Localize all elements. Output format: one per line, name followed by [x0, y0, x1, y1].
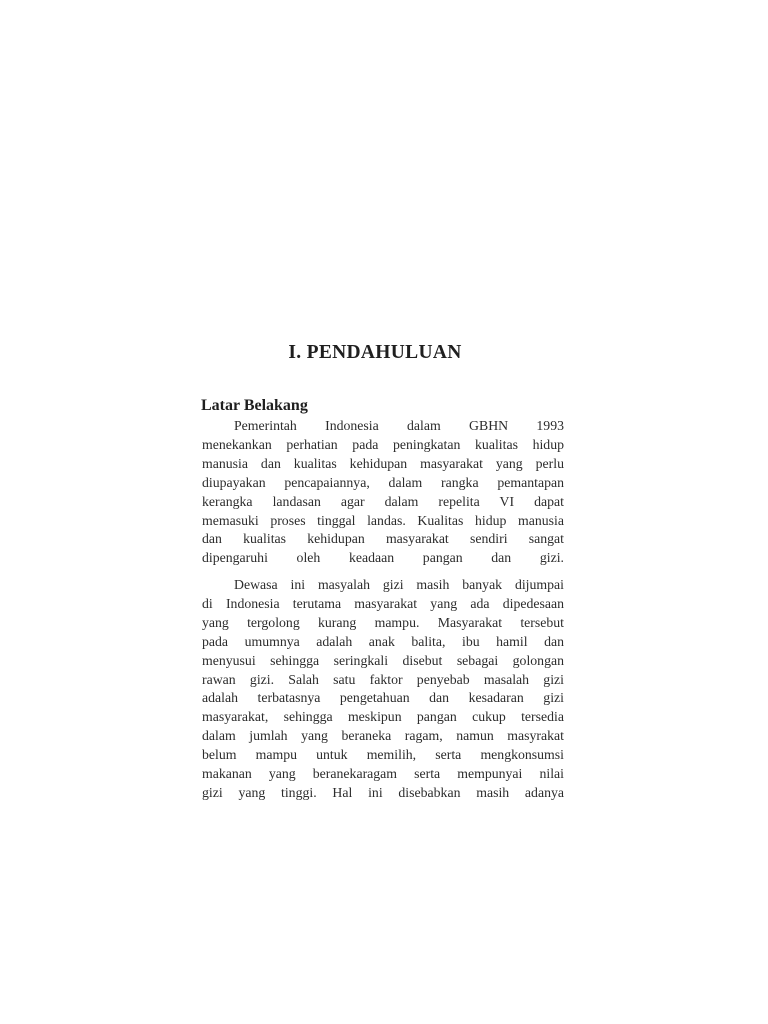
paragraph-line: memasuki proses tinggal landas. Kualitas hidup manusia [202, 512, 564, 528]
paragraph-line: dalam jumlah yang beraneka ragam, namun masyrakat [202, 728, 564, 744]
paragraph-line: belum mampu untuk memilih, serta mengkonsumsi [202, 747, 564, 763]
paragraph-line: Dewasa ini masyalah gizi masih banyak dijumpai [234, 577, 564, 592]
paragraph-line: Pemerintah Indonesia dalam GBHN 1993 [234, 418, 564, 433]
paragraph-1 [202, 417, 564, 568]
paragraph-line: yang tergolong kurang mampu. Masyarakat tersebut [202, 614, 564, 630]
chapter-title: I. PENDAHULUAN [288, 342, 462, 363]
paragraph-line: menekankan perhatian pada peningkatan kualitas hidup [202, 436, 564, 452]
paragraph-line: menyusui sehingga seringkali disebut sebagai golongan [202, 652, 564, 668]
paragraph-line: di Indonesia terutama masyarakat yang ada dipedesaan [202, 595, 564, 611]
paragraph-line: manusia dan kualitas kehidupan masyarakat yang perlu [202, 455, 564, 471]
paragraph-line: pada umumnya adalah anak balita, ibu hamil dan [202, 633, 564, 649]
paragraph-line: makanan yang beranekaragam serta mempunyai nilai [202, 766, 564, 782]
paragraph-line: dan kualitas kehidupan masyarakat sendiri sangat [202, 531, 564, 547]
section-heading: Latar Belakang [201, 397, 308, 414]
paragraph-line: adalah terbatasnya pengetahuan dan kesadaran gizi [202, 690, 564, 706]
paragraph-line: diupayakan pencapaiannya, dalam rangka pemantapan [202, 474, 564, 490]
paragraph-line: kerangka landasan agar dalam repelita VI dapat [202, 493, 564, 509]
paragraph-line: dipengaruhi oleh keadaan pangan dan gizi. [202, 550, 564, 566]
paragraph-line: rawan gizi. Salah satu faktor penyebab masalah gizi [202, 671, 564, 687]
paragraph-line: masyarakat, sehingga meskipun pangan cukup tersedia [202, 709, 564, 725]
paragraph-line: gizi yang tinggi. Hal ini disebabkan masih adanya [202, 784, 564, 800]
paragraph-2 [202, 576, 564, 803]
